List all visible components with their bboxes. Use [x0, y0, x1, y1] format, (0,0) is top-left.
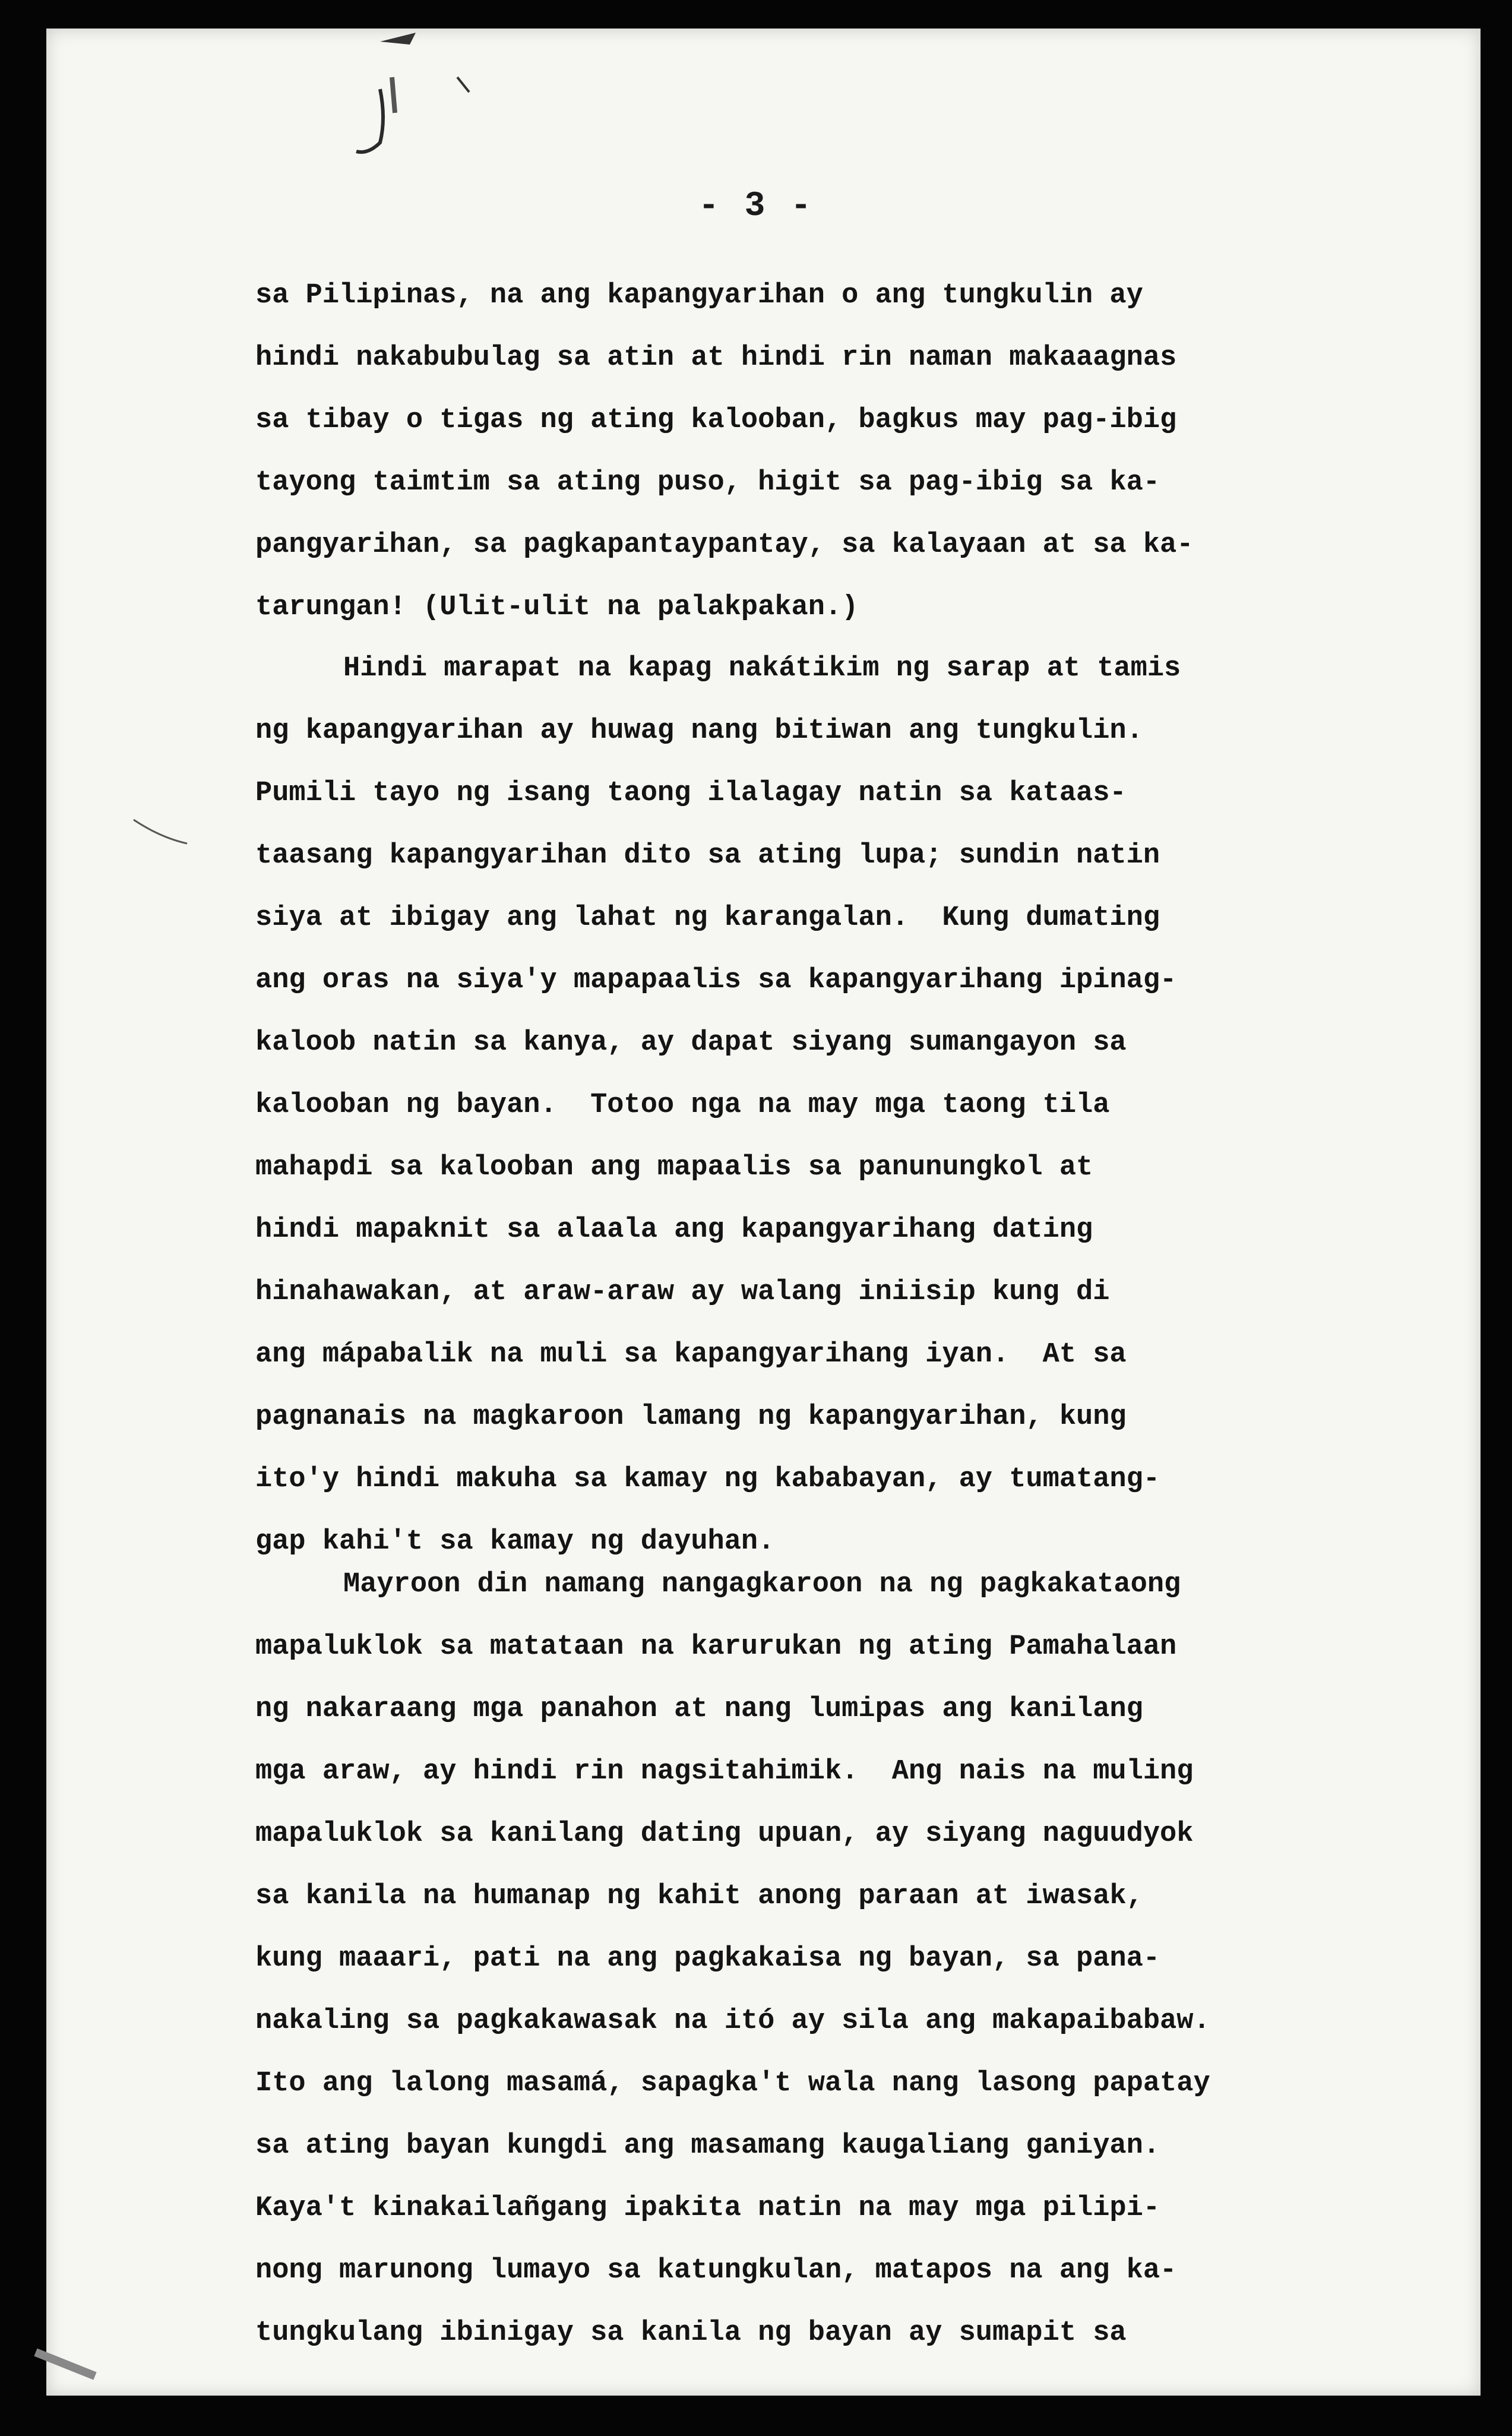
text-line: kaloob natin sa kanya, ay dapat siyang sumangayon sa	[255, 1027, 1127, 1059]
text-line: ng nakaraang mga panahon at nang lumipas ang kanilang	[255, 1693, 1143, 1725]
text-line: Mayroon din namang nangagkaroon na ng pagkakataong	[343, 1569, 1181, 1600]
text-line: hindi nakabubulag sa atin at hindi rin naman makaaagnas	[255, 342, 1177, 374]
text-line: tarungan! (Ulit-ulit na palakpakan.)	[255, 592, 859, 623]
text-line: ng kapangyarihan ay huwag nang bitiwan ang tungkulin.	[255, 715, 1143, 747]
text-line: tayong taimtim sa ating puso, higit sa pag-ibig sa ka-	[255, 467, 1160, 498]
page-number: - 3 -	[698, 187, 814, 226]
text-line: Ito ang lalong masamá, sapagka't wala nang lasong papatay	[255, 2068, 1210, 2099]
text-line: mapaluklok sa kanilang dating upuan, ay siyang naguudyok	[255, 1818, 1194, 1850]
text-line: sa tibay o tigas ng ating kalooban, bagkus may pag-ibig	[255, 405, 1177, 436]
text-line: ang oras na siya'y mapapaalis sa kapangyarihang ipinag-	[255, 965, 1177, 996]
text-line: tungkulang ibinigay sa kanila ng bayan ay sumapit sa	[255, 2317, 1127, 2349]
text-line: mahapdi sa kalooban ang mapaalis sa panunungkol at	[255, 1152, 1093, 1183]
paragraph-1	[255, 264, 1324, 639]
text-line: pangyarihan, sa pagkapantaypantay, sa kalayaan at sa ka-	[255, 529, 1194, 561]
text-line: taasang kapangyarihan dito sa ating lupa; sundin natin	[255, 840, 1160, 871]
text-line: siya at ibigay ang lahat ng karangalan. Kung dumating	[255, 902, 1160, 934]
paragraph-2	[255, 637, 1324, 1573]
text-line: ang mápabalik na muli sa kapangyarihang iyan. At sa	[255, 1339, 1127, 1370]
text-line: kung maaari, pati na ang pagkakaisa ng bayan, sa pana-	[255, 1943, 1160, 1974]
text-line: sa ating bayan kungdi ang masamang kaugaliang ganiyan.	[255, 2130, 1160, 2162]
text-line: nong marunong lumayo sa katungkulan, matapos na ang ka-	[255, 2255, 1177, 2286]
text-line: mapaluklok sa matataan na karurukan ng ating Pamahalaan	[255, 1631, 1177, 1663]
text-line: sa Pilipinas, na ang kapangyarihan o ang tungkulin ay	[255, 280, 1143, 311]
text-line: hindi mapaknit sa alaala ang kapangyarihang dating	[255, 1214, 1093, 1246]
text-line: mga araw, ay hindi rin nagsitahimik. Ang nais na muling	[255, 1756, 1194, 1787]
text-line: ito'y hindi makuha sa kamay ng kababayan, ay tumatang-	[255, 1464, 1160, 1495]
text-line: hinahawakan, at araw-araw ay walang iniisip kung di	[255, 1277, 1110, 1308]
text-line: gap kahi't sa kamay ng dayuhan.	[255, 1526, 775, 1557]
text-line: sa kanila na humanap ng kahit anong paraan at iwasak,	[255, 1881, 1143, 1912]
text-line: nakaling sa pagkakawasak na itó ay sila ang makapaibabaw.	[255, 2005, 1210, 2037]
text-line: pagnanais na magkaroon lamang ng kapangyarihan, kung	[255, 1401, 1127, 1433]
text-line: Pumili tayo ng isang taong ilalagay natin sa kataas-	[255, 778, 1127, 809]
text-line: Hindi marapat na kapag nakátikim ng sarap at tamis	[343, 653, 1181, 684]
text-line: Kaya't kinakailañgang ipakita natin na may mga pilipi-	[255, 2192, 1160, 2224]
paragraph-3	[255, 1553, 1324, 2364]
text-line: kalooban ng bayan. Totoo nga na may mga taong tila	[255, 1089, 1110, 1121]
